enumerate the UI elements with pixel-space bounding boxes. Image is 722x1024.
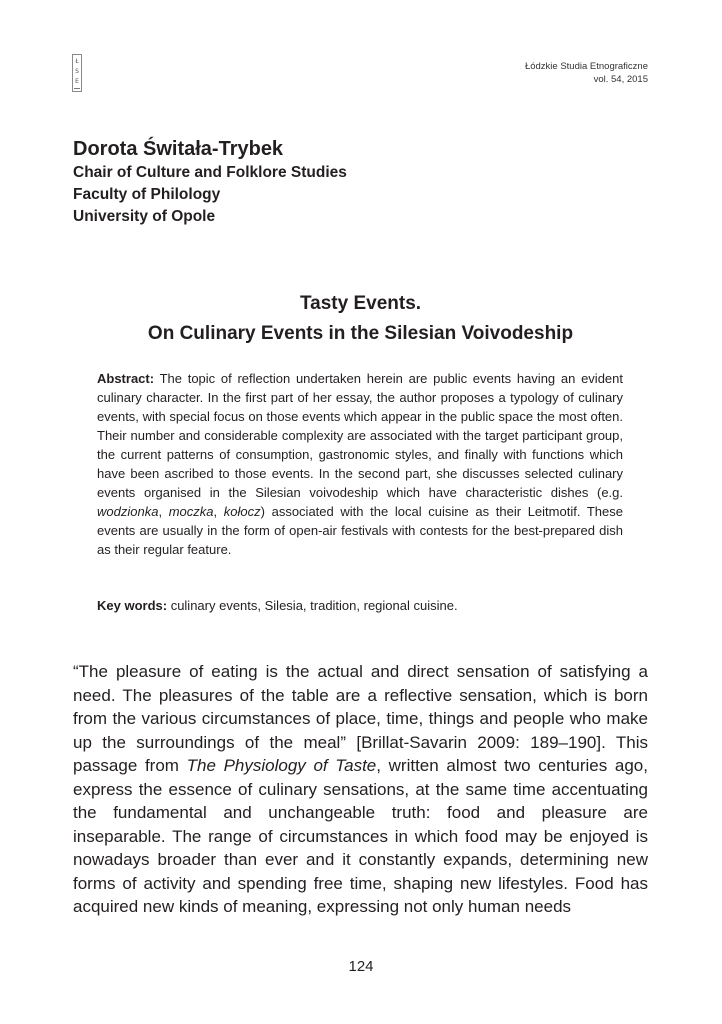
logo-divider [74, 88, 80, 89]
body-paragraph [73, 660, 648, 919]
dish-kolocz: kołocz [223, 504, 261, 519]
abstract-separator: , [213, 504, 224, 519]
journal-logo [72, 54, 82, 92]
page-number: 124 [348, 958, 374, 975]
keywords-text: culinary events, Silesia, tradition, regional cuisine. [167, 598, 458, 613]
abstract-text-1: The topic of reflection undertaken herein are public events having an evident culinary character. In the first part of her essay, the author proposes a typology of culinary events, with special focus on those events which appear in the public space the most often. Their number and considerable complexity are associated with the target participant group, the current patterns of consumption, gastronomic styles, and finally with functions which have been ascribed to those events. In the second part, she discusses selected culinary events organised in the Silesian voivodeship which have characteristic dishes (e.g. [97, 371, 623, 500]
dish-wodzionka: wodzionka [97, 504, 159, 519]
body-text-2: , written almost two centuries ago, express the essence of culinary sensations, at the same time accentuating the fundamental and unchangeable truth: food and pleasure are inseparable. The range of circumstances in which food may be enjoyed is nowadays broader than ever and it constantly expands, determining new forms of activity and spending free time, shaping new lifestyles. Food has acquired new kinds of meaning, expressing not only human needs [73, 756, 648, 916]
dish-moczka: moczka [168, 504, 214, 519]
affiliation-university: University of Opole [73, 208, 216, 225]
logo-letter: E [75, 77, 79, 85]
title-line-2: On Culinary Events in the Silesian Voivodeship [147, 323, 574, 344]
author-block [73, 136, 653, 228]
logo-letter: S [75, 67, 79, 75]
journal-volume: vol. 54, 2015 [593, 74, 648, 85]
title-line-1: Tasty Events. [299, 293, 422, 314]
abstract-text-2: ) associated with the local cuisine as their Leitmotif. These events are usually in the form of open-air festivals with contests for the best-prepared dish as their regular feature. [97, 504, 623, 557]
journal-name: Łódzkie Studia Etnograficzne [524, 61, 648, 72]
author-name: Dorota Świtała-Trybek [73, 138, 284, 160]
keywords [97, 596, 623, 615]
journal-header [525, 60, 648, 86]
book-title: The Physiology of Taste [186, 756, 377, 775]
affiliation-chair: Chair of Culture and Folklore Studies [73, 164, 347, 181]
abstract-label: Abstract: [97, 371, 155, 386]
abstract-separator: , [158, 504, 169, 519]
keywords-label: Key words: [97, 598, 168, 613]
logo-letter: Ł [75, 57, 79, 65]
abstract [97, 369, 623, 559]
affiliation-faculty: Faculty of Philology [73, 186, 221, 203]
article-title [73, 289, 648, 349]
body-text-1: “The pleasure of eating is the actual and direct sensation of satisfying a need. The pleasures of the table are a reflective sensation, which is born from the various circumstances of place, time, things and people who make up the surroundings of the meal” [Brillat-Savarin 2009: 189–190]. This passage from [73, 662, 648, 775]
